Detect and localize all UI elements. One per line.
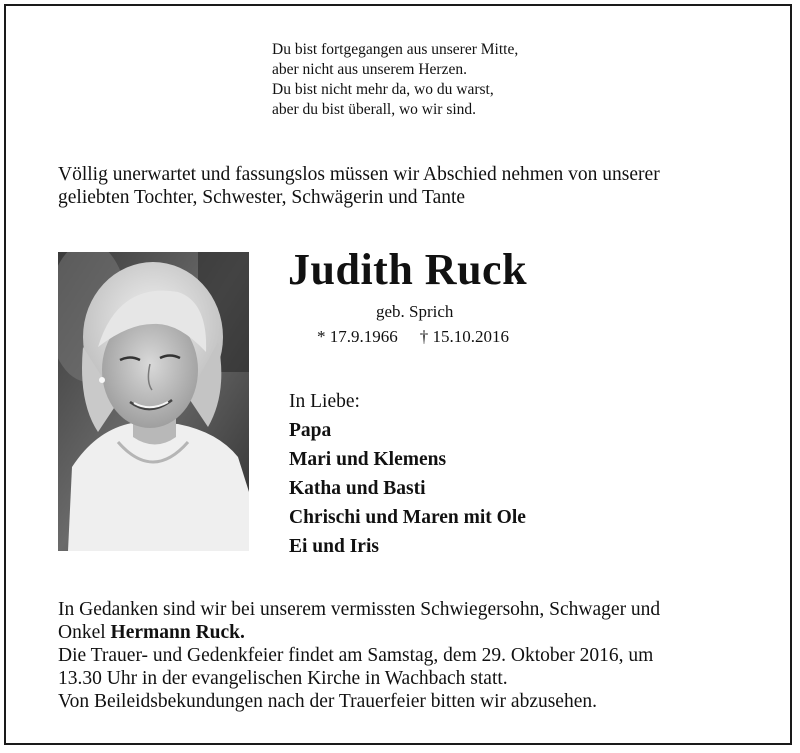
- life-dates: [317, 327, 509, 347]
- closing-line: 13.30 Uhr in der evangelischen Kirche in Wachbach statt.: [58, 668, 508, 689]
- mourners-list: [289, 387, 526, 561]
- mourner-name: Katha und Basti: [289, 478, 426, 499]
- poem-line: aber nicht aus unserem Herzen.: [272, 61, 467, 78]
- closing-line-prefix: Onkel: [58, 622, 111, 643]
- intro-line: geliebten Tochter, Schwester, Schwägerin und Tante: [58, 187, 466, 208]
- mourner-name: Mari und Klemens: [289, 449, 447, 470]
- mourner-name: Chrischi und Maren mit Ole: [289, 507, 526, 528]
- honored-name: Hermann Ruck.: [110, 622, 245, 643]
- closing-line: In Gedanken sind wir bei unserem vermissten Schwiegersohn, Schwager und: [58, 599, 661, 620]
- poem-line: Du bist nicht mehr da, wo du warst,: [272, 81, 494, 98]
- closing-text: [58, 598, 660, 713]
- mourner-name: Ei und Iris: [289, 536, 379, 557]
- poem-line: Du bist fortgegangen aus unserer Mitte,: [272, 41, 519, 58]
- poem: [272, 40, 518, 120]
- closing-line: Von Beileidsbekundungen nach der Trauerfeier bitten wir abzusehen.: [58, 691, 597, 712]
- deceased-name: Judith Ruck: [288, 245, 528, 294]
- mourner-name: Papa: [289, 420, 332, 441]
- portrait-image: [58, 252, 249, 551]
- poem-line: aber du bist überall, wo wir sind.: [272, 101, 477, 118]
- birth-date: * 17.9.1966: [317, 327, 398, 346]
- intro-line: Völlig unerwartet und fassungslos müssen wir Abschied nehmen von unserer: [58, 164, 660, 185]
- intro-text: [58, 163, 660, 209]
- closing-line: [58, 621, 660, 644]
- mourners-heading: In Liebe:: [289, 391, 360, 412]
- death-date: † 15.10.2016: [419, 327, 509, 346]
- closing-line: Die Trauer- und Gedenkfeier findet am Samstag, dem 29. Oktober 2016, um: [58, 645, 654, 666]
- portrait-photo: [58, 252, 249, 551]
- maiden-name: geb. Sprich: [376, 302, 454, 321]
